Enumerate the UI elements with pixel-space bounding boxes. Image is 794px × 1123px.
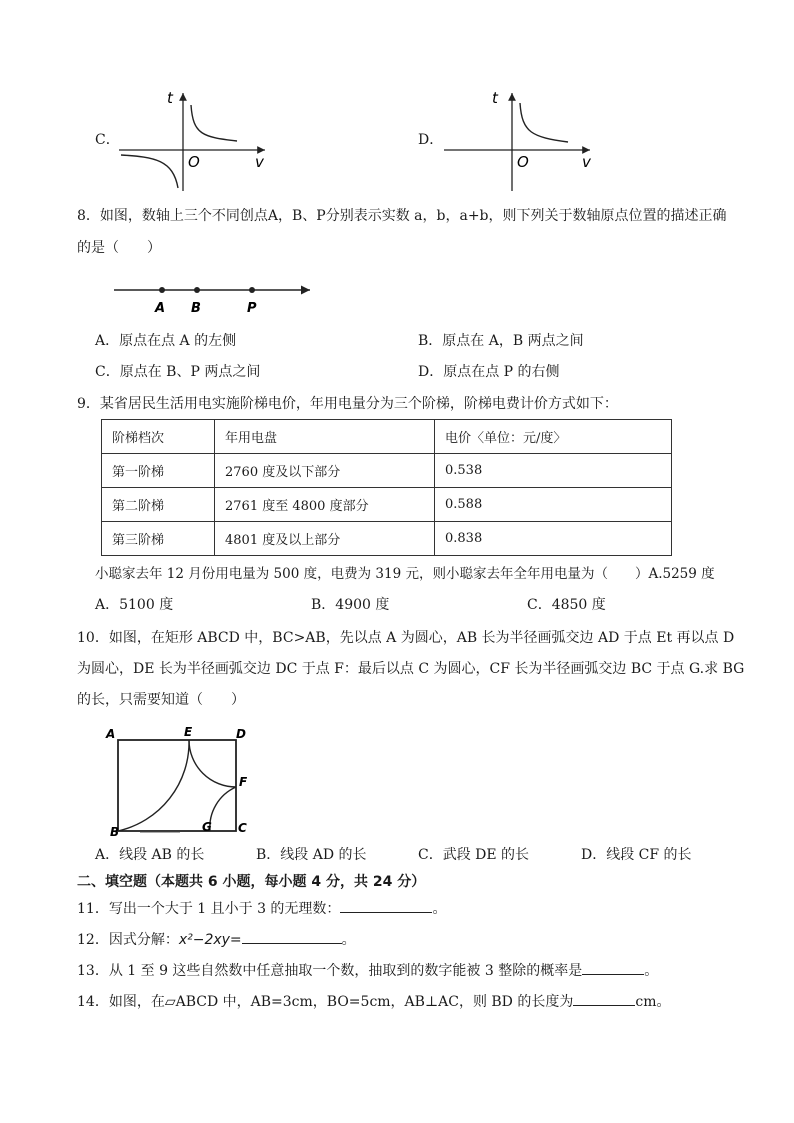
q10-stem-line1: 10．如图，在矩形 ABCD 中，BC>AB，先以点 A 为圆心，AB 长为半径画弧交边 AD 于点 Et 再以点 D (77, 630, 735, 646)
label-c: C (238, 821, 247, 835)
q10-option-a[interactable]: A．线段 AB 的长 (95, 847, 205, 863)
q12-text: 12．因式分解： (77, 932, 179, 948)
q8-option-c[interactable]: C．原点在 B、P 两点之间 (95, 364, 261, 380)
q14 (77, 991, 670, 1012)
q10-stem-line3: 的长，只需要知道（ ） (77, 692, 245, 708)
label-b: B (110, 825, 120, 839)
point-p-dot (249, 287, 255, 293)
table-cell: 第二阶梯 (102, 488, 215, 522)
table-header-row (102, 420, 672, 454)
table-row (102, 454, 672, 488)
q12-answer-blank[interactable] (242, 929, 342, 944)
q13 (77, 960, 658, 981)
point-a-dot (159, 287, 165, 293)
q10-stem-line2: 为圆心，DE 长为半径画弧交边 DC 于点 F：最后以点 C 为圆心，CF 长为半径画弧交边 BC 于点 G.求 BG (77, 661, 745, 677)
t-label: t (167, 89, 173, 107)
table-cell: 0.838 (435, 522, 672, 556)
table-cell: 2761 度至 4800 度部分 (215, 488, 435, 522)
header-usage: 年用电盘 (215, 420, 435, 454)
q9-price-table (101, 419, 672, 556)
q8-number-line (110, 278, 320, 318)
q11-end: 。 (432, 901, 447, 917)
table-cell: 4801 度及以上部分 (215, 522, 435, 556)
curve-lower (121, 155, 178, 188)
table-row (102, 488, 672, 522)
q14-end: cm。 (635, 994, 671, 1010)
curve-upper (191, 105, 237, 141)
q7-option-d-label: D． (418, 132, 444, 148)
table-cell: 第一阶梯 (102, 454, 215, 488)
table-cell: 0.588 (435, 488, 672, 522)
label-a: A (106, 727, 116, 741)
q8-stem-line2: 的是（ ） (77, 240, 161, 256)
q10-rectangle-figure (100, 722, 260, 840)
point-p-label: P (247, 301, 257, 316)
q7-option-c-label: C． (95, 132, 120, 148)
q10-option-c[interactable]: C．武段 DE 的长 (418, 847, 530, 863)
table-cell: 2760 度及以下部分 (215, 454, 435, 488)
arc-fg (210, 787, 236, 831)
q14-text: 14．如图，在▱ABCD 中，AB=3cm，BO=5cm，AB⊥AC，则 BD 的长度为 (77, 994, 574, 1010)
table-row (102, 522, 672, 556)
q12-expression: x²−2xy= (178, 932, 242, 948)
q9-stem: 9．某省居民生活用电实施阶梯电价，年用电量分为三个阶梯，阶梯电费计价方式如下： (77, 396, 618, 412)
origin-label: O (517, 153, 529, 171)
header-price: 电价〈单位：元/度〉 (435, 420, 672, 454)
q8-option-a[interactable]: A．原点在点 A 的左侧 (95, 333, 237, 349)
q11-text: 11．写出一个大于 1 且小于 3 的无理数： (77, 901, 341, 917)
header-tier: 阶梯档次 (102, 420, 215, 454)
curve (520, 103, 568, 142)
point-a-label: A (155, 301, 166, 316)
q8-option-b[interactable]: B．原点在 A，B 两点之间 (418, 333, 584, 349)
q10-option-d[interactable]: D．线段 CF 的长 (581, 847, 692, 863)
label-e: E (184, 725, 193, 739)
point-b-label: B (191, 301, 201, 316)
t-label: t (492, 89, 498, 107)
origin-label: O (188, 153, 200, 171)
q12 (77, 929, 356, 950)
q10-option-b[interactable]: B．线段 AD 的长 (256, 847, 367, 863)
q9-option-c[interactable]: C．4850 度 (527, 597, 606, 613)
q14-answer-blank[interactable] (573, 991, 635, 1006)
q13-text: 13．从 1 至 9 这些自然数中任意抽取一个数，抽取到的数字能被 3 整除的概率是 (77, 963, 583, 979)
q7-graph-c (115, 85, 275, 195)
q11-answer-blank[interactable] (340, 898, 432, 913)
arc-be (118, 740, 189, 831)
table-cell: 0.538 (435, 454, 672, 488)
q9-option-b[interactable]: B．4900 度 (311, 597, 390, 613)
q7-graph-d (440, 85, 600, 195)
q8-option-d[interactable]: D．原点在点 P 的右侧 (418, 364, 560, 380)
v-label: v (582, 153, 591, 171)
v-label: v (255, 153, 264, 171)
label-d: D (236, 727, 246, 741)
section2-heading: 二、填空题（本题共 6 小题，每小题 4 分，共 24 分） (77, 874, 426, 890)
q9-after-text: 小聪家去年 12 月份用电量为 500 度，电费为 319 元，则小聪家去年全年用电量为（ ）A.5259 度 (95, 566, 715, 582)
label-g: G (202, 820, 212, 834)
q12-end: 。 (341, 932, 356, 948)
arc-ef (189, 740, 236, 787)
q11 (77, 898, 446, 919)
q8-stem-line1: 8．如图，数轴上三个不同创点A，B、P分别表示实数 a，b，a+b，则下列关于数轴原点位置的描述正确 (77, 208, 727, 224)
q13-end: 。 (644, 963, 659, 979)
rectangle-abcd (118, 740, 236, 831)
q13-answer-blank[interactable] (582, 960, 644, 975)
q9-option-a[interactable]: A．5100 度 (95, 597, 174, 613)
table-cell: 第三阶梯 (102, 522, 215, 556)
point-b-dot (194, 287, 200, 293)
label-f: F (239, 775, 248, 789)
